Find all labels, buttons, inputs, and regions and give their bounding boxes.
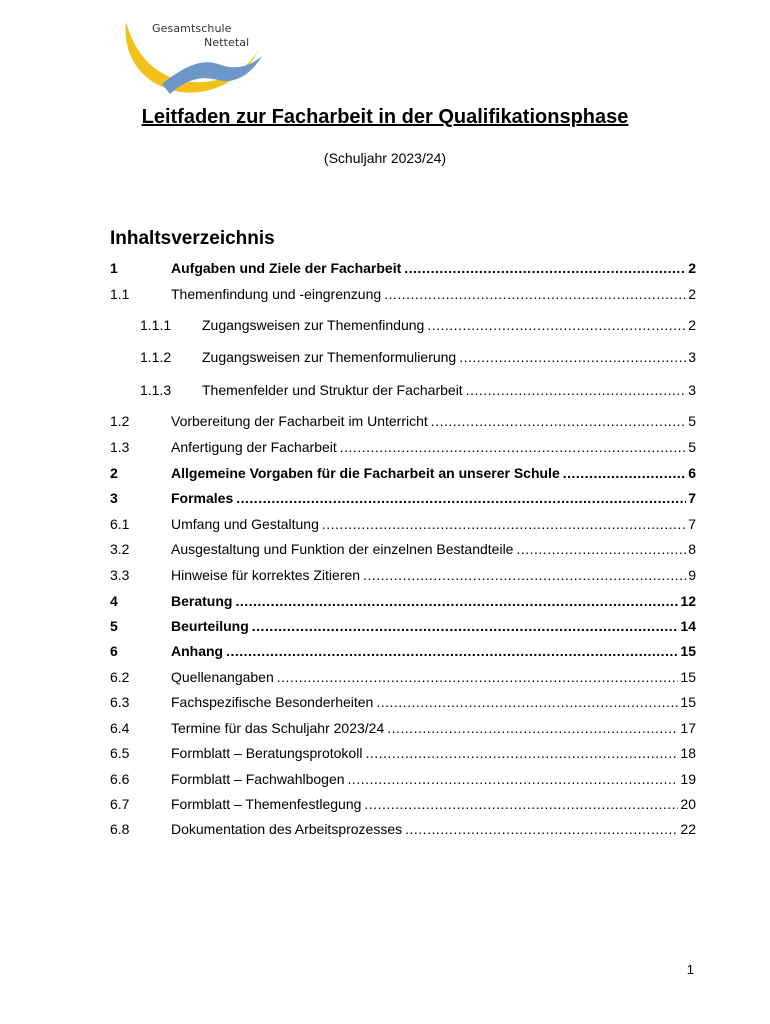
toc-entry-title: Beurteilung xyxy=(171,618,249,634)
toc-entry-title: Allgemeine Vorgaben für die Facharbeit an unserer Schule xyxy=(171,465,560,481)
page-number: 1 xyxy=(686,962,694,977)
toc-entry[interactable] xyxy=(110,515,696,533)
toc-entry-number: 1.2 xyxy=(110,413,130,429)
toc-entry-number: 2 xyxy=(110,465,118,481)
toc-leader-dots xyxy=(427,316,686,334)
toc-leader-dots xyxy=(340,438,686,456)
toc-entry-number: 6.4 xyxy=(110,720,130,736)
toc-leader-dots xyxy=(364,795,678,813)
toc-leader-dots xyxy=(365,744,678,762)
toc-entry-page: 22 xyxy=(680,821,696,837)
toc-entry-number: 3.3 xyxy=(110,567,130,583)
toc-entry-title: Aufgaben und Ziele der Facharbeit xyxy=(171,260,402,276)
toc-entry-page: 14 xyxy=(680,618,696,634)
toc-entry-title: Vorbereitung der Facharbeit im Unterricht xyxy=(171,413,428,429)
toc-entry-number: 1.1.3 xyxy=(140,382,172,398)
toc-heading: Inhaltsverzeichnis xyxy=(110,228,275,249)
toc-entry-title: Anfertigung der Facharbeit xyxy=(171,439,337,455)
toc-entry-number: 6.2 xyxy=(110,669,130,685)
toc-entry-page: 7 xyxy=(688,490,696,506)
logo-text-line1: Gesamtschule xyxy=(152,22,232,35)
toc-entry[interactable] xyxy=(110,617,696,635)
toc-entry-title: Quellenangaben xyxy=(171,669,274,685)
toc-entry-page: 6 xyxy=(688,465,696,481)
toc-entry-number: 1.1.2 xyxy=(140,349,172,365)
toc-entry-title: Anhang xyxy=(171,643,224,659)
toc-leader-dots xyxy=(404,259,686,277)
toc-entry-number: 6 xyxy=(110,643,118,659)
toc-entry-page: 12 xyxy=(680,593,696,609)
toc-entry[interactable] xyxy=(110,693,696,711)
toc-entry-title: Themenfelder und Struktur der Facharbeit xyxy=(202,382,463,398)
toc-leader-dots xyxy=(516,540,686,558)
toc-entry-title: Themenfindung und -eingrenzung xyxy=(171,286,382,302)
toc-entry-number: 6.6 xyxy=(110,771,130,787)
toc-entry-title: Ausgestaltung und Funktion der einzelnen Bestandteile xyxy=(171,541,514,557)
school-logo xyxy=(122,18,272,98)
toc-entry-page: 17 xyxy=(680,720,696,736)
toc-entry[interactable] xyxy=(110,285,696,303)
toc-entry-page: 3 xyxy=(688,382,696,398)
toc-entry-page: 2 xyxy=(688,317,696,333)
toc-entry[interactable] xyxy=(110,438,696,456)
toc-entry-page: 5 xyxy=(688,413,696,429)
toc-entry[interactable] xyxy=(110,770,696,788)
toc-leader-dots xyxy=(277,668,679,686)
toc-entry-number: 6.7 xyxy=(110,796,130,812)
toc-entry[interactable] xyxy=(110,795,696,813)
toc-entry-page: 19 xyxy=(680,771,696,787)
toc-leader-dots xyxy=(348,770,679,788)
toc-entry-page: 20 xyxy=(680,796,696,812)
toc-entry[interactable] xyxy=(110,719,696,737)
toc-leader-dots xyxy=(387,719,678,737)
toc-entry-title: Formblatt – Fachwahlbogen xyxy=(171,771,345,787)
toc-entry-title: Dokumentation des Arbeitsprozesses xyxy=(171,821,403,837)
toc-entry[interactable] xyxy=(110,540,696,558)
toc-leader-dots xyxy=(236,489,686,507)
toc-entry-number: 6.5 xyxy=(110,745,130,761)
toc-entry-page: 18 xyxy=(680,745,696,761)
toc-entry-number: 1.1 xyxy=(110,286,130,302)
toc-leader-dots xyxy=(466,381,687,399)
toc-entry[interactable] xyxy=(110,316,696,334)
toc-entry[interactable] xyxy=(110,668,696,686)
toc-entry-title: Formblatt – Themenfestlegung xyxy=(171,796,362,812)
toc-leader-dots xyxy=(563,464,686,482)
toc-entry-page: 5 xyxy=(688,439,696,455)
toc-entry[interactable] xyxy=(110,820,696,838)
toc-entry[interactable] xyxy=(110,464,696,482)
toc-entry[interactable] xyxy=(110,592,696,610)
toc-entry-title: Hinweise für korrektes Zitieren xyxy=(171,567,361,583)
toc-entry-page: 15 xyxy=(680,694,696,710)
toc-entry-number: 6.8 xyxy=(110,821,130,837)
toc-entry-title: Zugangsweisen zur Themenfindung xyxy=(202,317,425,333)
toc-entry[interactable] xyxy=(110,348,696,366)
toc-entry[interactable] xyxy=(110,566,696,584)
toc-entry-page: 9 xyxy=(688,567,696,583)
toc-entry-number: 1 xyxy=(110,260,118,276)
toc-leader-dots xyxy=(459,348,686,366)
toc-entry-title: Formales xyxy=(171,490,234,506)
logo-text-line2: Nettetal xyxy=(204,36,250,49)
toc-entry-title: Formblatt – Beratungsprotokoll xyxy=(171,745,363,761)
toc-leader-dots xyxy=(363,566,686,584)
toc-entry-page: 7 xyxy=(688,516,696,532)
toc-entry-number: 6.1 xyxy=(110,516,130,532)
toc-entry-title: Zugangsweisen zur Themenformulierung xyxy=(202,349,457,365)
toc-entry-page: 15 xyxy=(680,669,696,685)
toc-entry-number: 6.3 xyxy=(110,694,130,710)
toc-entry-number: 3 xyxy=(110,490,118,506)
toc-leader-dots xyxy=(252,617,679,635)
toc-entry-page: 15 xyxy=(680,643,696,659)
toc-entry-page: 2 xyxy=(688,260,696,276)
toc-entry[interactable] xyxy=(110,381,696,399)
toc-leader-dots xyxy=(431,412,686,430)
toc-leader-dots xyxy=(235,592,678,610)
toc-entry-page: 2 xyxy=(688,286,696,302)
toc-leader-dots xyxy=(376,693,678,711)
toc-entry-page: 8 xyxy=(688,541,696,557)
toc-entry[interactable] xyxy=(110,642,696,660)
toc-leader-dots xyxy=(384,285,686,303)
toc-entry[interactable] xyxy=(110,744,696,762)
toc-entry-number: 1.3 xyxy=(110,439,130,455)
toc-entry-number: 5 xyxy=(110,618,118,634)
toc-entry-title: Umfang und Gestaltung xyxy=(171,516,319,532)
toc-entry-number: 4 xyxy=(110,593,118,609)
toc-entry[interactable] xyxy=(110,489,696,507)
toc-entry-page: 3 xyxy=(688,349,696,365)
toc-entry-title: Fachspezifische Besonderheiten xyxy=(171,694,374,710)
toc-entry-number: 3.2 xyxy=(110,541,130,557)
toc-leader-dots xyxy=(322,515,686,533)
toc-leader-dots xyxy=(226,642,678,660)
toc-entry-title: Beratung xyxy=(171,593,233,609)
document-title: Leitfaden zur Facharbeit in der Qualifikationsphase xyxy=(141,106,629,128)
toc-leader-dots xyxy=(405,820,678,838)
document-subtitle: (Schuljahr 2023/24) xyxy=(323,150,447,166)
toc-entry-number: 1.1.1 xyxy=(140,317,172,333)
toc-entry-title: Termine für das Schuljahr 2023/24 xyxy=(171,720,385,736)
toc-entry[interactable] xyxy=(110,412,696,430)
toc-entry[interactable] xyxy=(110,259,696,277)
